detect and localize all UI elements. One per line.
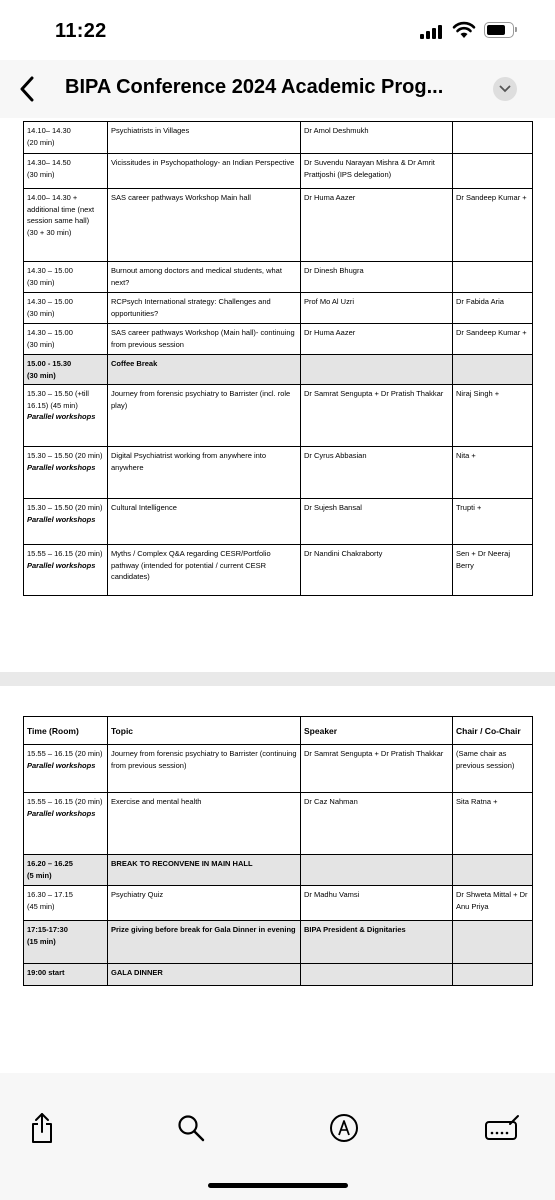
column-header-time: Time (Room) <box>24 717 108 745</box>
time-cell: 14.30 – 15.00 (30 min) <box>24 324 108 355</box>
chair-cell <box>453 154 533 189</box>
table-header-row <box>24 717 533 745</box>
document-page-2 <box>0 686 555 1073</box>
speaker-cell: Prof Mo Al Uzri <box>301 293 453 324</box>
topic-cell: Coffee Break <box>108 355 301 385</box>
chair-cell: Sita Ratna + <box>453 793 533 855</box>
schedule-table-page-1 <box>23 121 533 596</box>
column-header-topic: Topic <box>108 717 301 745</box>
topic-cell: Journey from forensic psychiatry to Barrister (continuing from previous session) <box>108 745 301 793</box>
speaker-cell: Dr Samrat Sengupta + Dr Pratish Thakkar <box>301 385 453 447</box>
topic-cell: Vicissitudes in Psychopathology- an Indian Perspective <box>108 154 301 189</box>
keyboard-button[interactable] <box>484 1110 520 1146</box>
chair-cell <box>453 262 533 293</box>
topic-cell: Journey from forensic psychiatry to Barrister (incl. role play) <box>108 385 301 447</box>
home-indicator <box>208 1183 348 1188</box>
document-viewer[interactable] <box>0 118 555 1073</box>
topic-cell: GALA DINNER <box>108 964 301 986</box>
chair-cell <box>453 964 533 986</box>
document-page-1 <box>0 118 555 672</box>
table-row <box>24 447 533 499</box>
back-button[interactable] <box>12 73 42 105</box>
topic-cell: Psychiatry Quiz <box>108 886 301 921</box>
time-cell: 14.10– 14.30 (20 min) <box>24 122 108 154</box>
battery-icon <box>484 22 514 38</box>
time-cell: 14.30 – 15.00 (30 min) <box>24 262 108 293</box>
topic-cell: Burnout among doctors and medical students, what next? <box>108 262 301 293</box>
table-row <box>24 324 533 355</box>
time-cell: 19:00 start <box>24 964 108 986</box>
time-cell: 15.55 – 16.15 (20 min) Parallel workshops <box>24 545 108 596</box>
time-cell: 14.30– 14.50 (30 min) <box>24 154 108 189</box>
speaker-cell <box>301 964 453 986</box>
topic-cell: Digital Psychiatrist working from anywhere into anywhere <box>108 447 301 499</box>
table-row <box>24 855 533 886</box>
speaker-cell: Dr Suvendu Narayan Mishra & Dr Amrit Prattjoshi (IPS delegation) <box>301 154 453 189</box>
schedule-table-page-2 <box>23 716 533 986</box>
time-cell: 14.30 – 15.00 (30 min) <box>24 293 108 324</box>
time-cell: 15.30 – 15.50 (20 min) Parallel workshops <box>24 499 108 545</box>
chair-cell: Dr Shweta Mittal + Dr Anu Priya <box>453 886 533 921</box>
speaker-cell <box>301 855 453 886</box>
table-row <box>24 154 533 189</box>
topic-cell: Prize giving before break for Gala Dinner in evening <box>108 921 301 964</box>
table-row <box>24 293 533 324</box>
topic-cell: SAS career pathways Workshop Main hall <box>108 189 301 262</box>
wifi-icon <box>452 21 476 39</box>
speaker-cell: Dr Samrat Sengupta + Dr Pratish Thakkar <box>301 745 453 793</box>
table-row <box>24 189 533 262</box>
chair-cell: Dr Fabida Aria <box>453 293 533 324</box>
time-cell: 16.20 – 16.25 (5 min) <box>24 855 108 886</box>
chair-cell: Trupti + <box>453 499 533 545</box>
speaker-cell <box>301 355 453 385</box>
topic-cell: Psychiatrists in Villages <box>108 122 301 154</box>
topic-cell: Cultural Intelligence <box>108 499 301 545</box>
time-cell: 15.55 – 16.15 (20 min) Parallel workshops <box>24 793 108 855</box>
speaker-cell: BIPA President & Dignitaries <box>301 921 453 964</box>
search-button[interactable] <box>173 1110 209 1146</box>
status-bar <box>0 0 555 60</box>
document-title: BIPA Conference 2024 Academic Prog... <box>65 76 444 98</box>
chair-cell <box>453 355 533 385</box>
speaker-cell: Dr Madhu Vamsi <box>301 886 453 921</box>
time-cell: 15.30 – 15.50 (+till 16.15) (45 min) Parallel workshops <box>24 385 108 447</box>
time-cell: 17:15-17:30 (15 min) <box>24 921 108 964</box>
chair-cell <box>453 855 533 886</box>
time-cell: 14.00– 14.30 + additional time (next session same hall) (30 + 30 min) <box>24 189 108 262</box>
chair-cell: Dr Sandeep Kumar + <box>453 324 533 355</box>
bottom-toolbar <box>0 1073 555 1200</box>
chevron-down-icon <box>499 85 511 93</box>
time-cell: 15.55 – 16.15 (20 min) Parallel workshops <box>24 745 108 793</box>
topic-cell: RCPsych International strategy: Challenges and opportunities? <box>108 293 301 324</box>
status-time: 11:22 <box>55 20 107 42</box>
speaker-cell: Dr Cyrus Abbasian <box>301 447 453 499</box>
chair-cell: (Same chair as previous session) <box>453 745 533 793</box>
topic-cell: Myths / Complex Q&A regarding CESR/Portfolio pathway (intended for potential / current CESR candidates) <box>108 545 301 596</box>
speaker-cell: Dr Huma Aazer <box>301 189 453 262</box>
topic-cell: SAS career pathways Workshop (Main hall)- continuing from previous session <box>108 324 301 355</box>
share-icon <box>29 1112 55 1144</box>
search-icon <box>177 1114 205 1142</box>
chair-cell: Niraj Singh + <box>453 385 533 447</box>
speaker-cell: Dr Amol Deshmukh <box>301 122 453 154</box>
table-row <box>24 355 533 385</box>
markup-button[interactable] <box>326 1110 362 1146</box>
time-cell: 15.00 - 15.30 (30 min) <box>24 355 108 385</box>
table-row <box>24 545 533 596</box>
chair-cell <box>453 921 533 964</box>
table-row <box>24 385 533 447</box>
navigation-bar <box>0 60 555 118</box>
time-cell: 15.30 – 15.50 (20 min) Parallel workshops <box>24 447 108 499</box>
table-row <box>24 745 533 793</box>
speaker-cell: Dr Sujesh Bansal <box>301 499 453 545</box>
table-row <box>24 793 533 855</box>
table-row <box>24 499 533 545</box>
topic-cell: BREAK TO RECONVENE IN MAIN HALL <box>108 855 301 886</box>
time-cell: 16.30 – 17.15 (45 min) <box>24 886 108 921</box>
title-menu-button[interactable] <box>493 77 517 101</box>
chair-cell: Sen + Dr Neeraj Berry <box>453 545 533 596</box>
cellular-signal-icon <box>420 23 446 39</box>
chair-cell <box>453 122 533 154</box>
table-row <box>24 262 533 293</box>
speaker-cell: Dr Huma Aazer <box>301 324 453 355</box>
topic-cell: Exercise and mental health <box>108 793 301 855</box>
keyboard-icon <box>484 1114 520 1142</box>
column-header-chair: Chair / Co-Chair <box>453 717 533 745</box>
table-row <box>24 921 533 964</box>
share-button[interactable] <box>24 1110 60 1146</box>
speaker-cell: Dr Dinesh Bhugra <box>301 262 453 293</box>
chair-cell: Nita + <box>453 447 533 499</box>
chair-cell: Dr Sandeep Kumar + <box>453 189 533 262</box>
speaker-cell: Dr Nandini Chakraborty <box>301 545 453 596</box>
column-header-speaker: Speaker <box>301 717 453 745</box>
table-row <box>24 122 533 154</box>
chevron-left-icon <box>19 76 35 102</box>
speaker-cell: Dr Caz Nahman <box>301 793 453 855</box>
markup-pen-icon <box>329 1113 359 1143</box>
table-row <box>24 964 533 986</box>
table-row <box>24 886 533 921</box>
